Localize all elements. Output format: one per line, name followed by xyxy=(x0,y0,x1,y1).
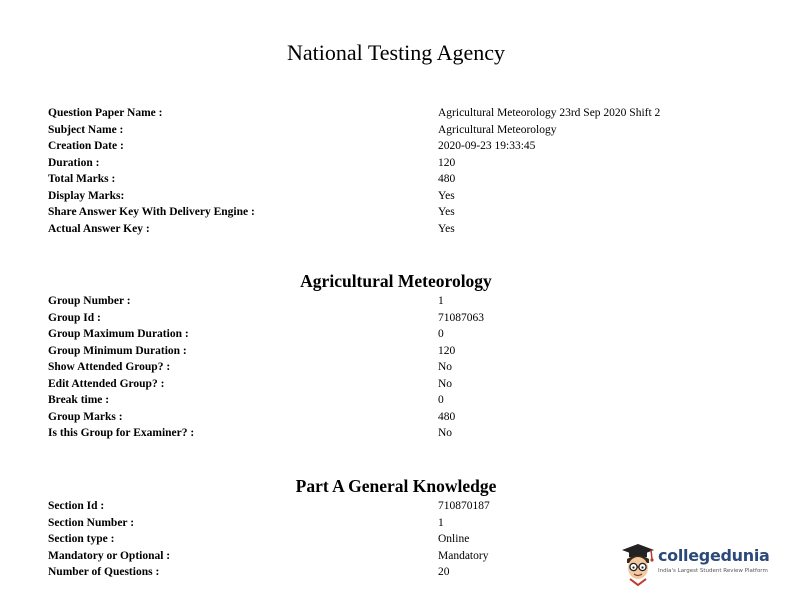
field-label: Creation Date : xyxy=(48,140,124,152)
table-row xyxy=(48,359,748,376)
table-row xyxy=(48,409,748,426)
table-row xyxy=(48,326,748,343)
field-value: 0 xyxy=(438,328,444,340)
field-value: 120 xyxy=(438,156,456,169)
student-mascot-icon xyxy=(618,541,658,587)
table-row xyxy=(48,138,748,155)
table-row xyxy=(48,515,748,532)
field-value: Yes xyxy=(438,206,455,218)
field-value: Agricultural Meteorology 23rd Sep 2020 Shift 2 xyxy=(438,107,661,119)
page-title: National Testing Agency xyxy=(286,40,505,65)
field-value: 1 xyxy=(438,295,444,307)
field-label: Question Paper Name : xyxy=(48,107,163,119)
field-label: Group Id : xyxy=(48,311,101,324)
field-value: 120 xyxy=(438,344,456,357)
field-value: Online xyxy=(438,533,470,545)
field-label: Number of Questions : xyxy=(48,566,160,578)
section-heading: Part A General Knowledge xyxy=(295,476,497,496)
logo-wordmark: collegedunia xyxy=(658,546,770,565)
collegedunia-logo xyxy=(618,541,768,587)
field-value: 1 xyxy=(438,516,444,529)
table-row xyxy=(48,122,748,139)
field-value: No xyxy=(438,361,453,373)
table-row xyxy=(48,171,748,188)
field-label: Mandatory or Optional : xyxy=(48,549,171,562)
field-value: 480 xyxy=(438,410,456,423)
field-label: Group Marks : xyxy=(48,410,123,423)
table-row xyxy=(48,498,748,515)
field-value: Agricultural Meteorology xyxy=(438,123,557,136)
field-value: No xyxy=(438,377,453,390)
group-heading: Agricultural Meteorology xyxy=(300,271,492,291)
field-value: Yes xyxy=(438,189,455,202)
field-value: No xyxy=(438,427,453,439)
field-label: Actual Answer Key : xyxy=(48,222,150,235)
field-label: Section type : xyxy=(48,533,115,545)
table-row xyxy=(48,392,748,409)
table-row xyxy=(48,376,748,393)
table-row xyxy=(48,188,748,205)
field-label: Subject Name : xyxy=(48,123,124,136)
table-row xyxy=(48,343,748,360)
field-label: Edit Attended Group? : xyxy=(48,377,165,390)
field-value: Mandatory xyxy=(438,549,489,562)
table-row xyxy=(48,425,748,442)
field-value: 20 xyxy=(438,566,450,578)
field-label: Display Marks: xyxy=(48,189,125,202)
field-label: Section Id : xyxy=(48,500,105,512)
field-value: 71087063 xyxy=(438,311,484,324)
field-label: Group Maximum Duration : xyxy=(48,328,189,340)
field-label: Duration : xyxy=(48,156,100,169)
field-label: Total Marks : xyxy=(48,173,116,185)
field-value: 710870187 xyxy=(438,500,490,512)
field-value: 2020-09-23 19:33:45 xyxy=(438,140,536,152)
logo-tagline: India's Largest Student Review Platform xyxy=(658,568,768,574)
field-value: 480 xyxy=(438,173,456,185)
field-label: Section Number : xyxy=(48,516,135,529)
table-row xyxy=(48,293,748,310)
field-label: Break time : xyxy=(48,394,110,406)
field-label: Group Number : xyxy=(48,295,131,307)
field-value: Yes xyxy=(438,222,455,235)
field-label: Show Attended Group? : xyxy=(48,361,171,373)
table-row xyxy=(48,105,748,122)
group-info-table xyxy=(48,293,748,442)
table-row xyxy=(48,221,748,238)
field-label: Is this Group for Examiner? : xyxy=(48,427,195,439)
field-label: Group Minimum Duration : xyxy=(48,344,187,357)
table-row xyxy=(48,310,748,327)
field-value: 0 xyxy=(438,394,444,406)
field-label: Share Answer Key With Delivery Engine : xyxy=(48,206,255,218)
paper-info-table xyxy=(48,105,748,237)
table-row xyxy=(48,204,748,221)
table-row xyxy=(48,155,748,172)
